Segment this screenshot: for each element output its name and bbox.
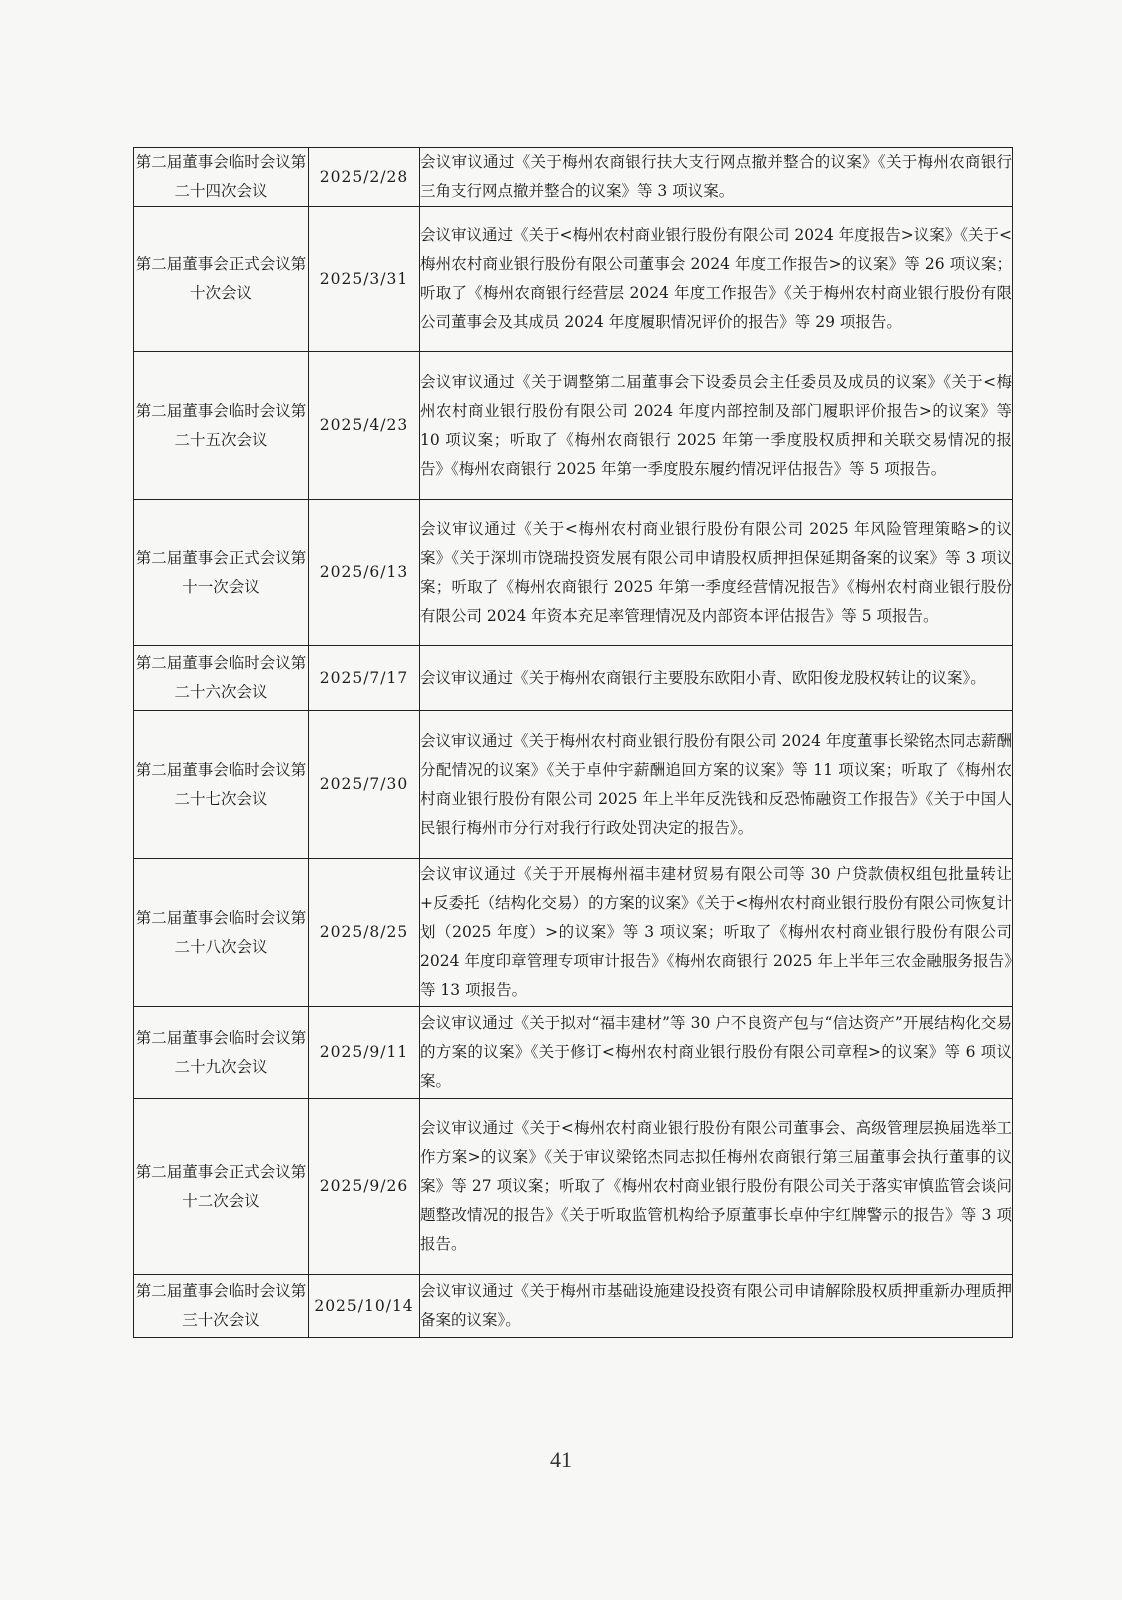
table-row [134, 859, 1013, 1007]
meeting-name: 第二届董事会临时会议第二十九次会议 [134, 1007, 309, 1099]
meeting-content: 会议审议通过《关于梅州农村商业银行股份有限公司 2024 年度董事长梁铭杰同志薪酬分配情况的议案》《关于卓仲宇薪酬追回方案的议案》等 11 项议案；听取了《梅州农村商业银行股份有限公司 2025 年上半年反洗钱和反恐怖融资工作报告》《关于中国人民银行梅州市分行对我行行政处罚决定的报告》。 [420, 711, 1013, 859]
meeting-date: 2025/7/17 [309, 646, 420, 711]
meeting-content: 会议审议通过《关于梅州农商银行主要股东欧阳小青、欧阳俊龙股权转让的议案》。 [420, 646, 1013, 711]
meeting-date: 2025/6/13 [309, 500, 420, 646]
table-row [134, 711, 1013, 859]
meeting-name: 第二届董事会临时会议第三十次会议 [134, 1275, 309, 1338]
meeting-content: 会议审议通过《关于拟对“福丰建材”等 30 户不良资产包与“信达资产”开展结构化交易的方案的议案》《关于修订<梅州农村商业银行股份有限公司章程>的议案》等 6 项议案。 [420, 1007, 1013, 1099]
meeting-date: 2025/9/26 [309, 1099, 420, 1275]
board-meetings-table [133, 147, 1013, 1338]
meeting-name: 第二届董事会临时会议第二十四次会议 [134, 148, 309, 207]
meeting-name: 第二届董事会正式会议第十二次会议 [134, 1099, 309, 1275]
table-row [134, 1099, 1013, 1275]
meeting-date: 2025/8/25 [309, 859, 420, 1007]
table-row [134, 646, 1013, 711]
meeting-name: 第二届董事会临时会议第二十五次会议 [134, 352, 309, 500]
meeting-content: 会议审议通过《关于开展梅州福丰建材贸易有限公司等 30 户贷款债权组包批量转让+反委托（结构化交易）的方案的议案》《关于<梅州农村商业银行股份有限公司恢复计划（2025 年度）>的议案》等 3 项议案；听取了《梅州农村商业银行股份有限公司 2024 年度印章管理专项审计报告》《梅州农商银行 2025 年上半年三农金融服务报告》等 13 项报告。 [420, 859, 1013, 1007]
meeting-name: 第二届董事会临时会议第二十八次会议 [134, 859, 309, 1007]
meeting-name: 第二届董事会临时会议第二十六次会议 [134, 646, 309, 711]
page-number: 41 [550, 1447, 572, 1472]
table-row [134, 1007, 1013, 1099]
meeting-name: 第二届董事会正式会议第十一次会议 [134, 500, 309, 646]
meeting-date: 2025/2/28 [309, 148, 420, 207]
table-row [134, 148, 1013, 207]
meeting-date: 2025/4/23 [309, 352, 420, 500]
table-row [134, 207, 1013, 352]
table-row [134, 352, 1013, 500]
table-row [134, 500, 1013, 646]
meeting-date: 2025/3/31 [309, 207, 420, 352]
meeting-content: 会议审议通过《关于<梅州农村商业银行股份有限公司 2024 年度报告>议案》《关于<梅州农村商业银行股份有限公司董事会 2024 年度工作报告>的议案》等 26 项议案；听取了《梅州农商银行经营层 2024 年度工作报告》《关于梅州农村商业银行股份有限公司董事会及其成员 2024 年度履职情况评价的报告》等 29 项报告。 [420, 207, 1013, 352]
meeting-name: 第二届董事会临时会议第二十七次会议 [134, 711, 309, 859]
meeting-content: 会议审议通过《关于<梅州农村商业银行股份有限公司董事会、高级管理层换届选举工作方案>的议案》《关于审议梁铭杰同志拟任梅州农商银行第三届董事会执行董事的议案》等 27 项议案；听取了《梅州农村商业银行股份有限公司关于落实审慎监管会谈问题整改情况的报告》《关于听取监管机构给予原董事长卓仲宇红牌警示的报告》等 3 项报告。 [420, 1099, 1013, 1275]
meeting-date: 2025/9/11 [309, 1007, 420, 1099]
table-row [134, 1275, 1013, 1338]
meeting-content: 会议审议通过《关于<梅州农村商业银行股份有限公司 2025 年风险管理策略>的议案》《关于深圳市饶瑞投资发展有限公司申请股权质押担保延期备案的议案》等 3 项议案；听取了《梅州农商银行 2025 年第一季度经营情况报告》《梅州农村商业银行股份有限公司 2024 年资本充足率管理情况及内部资本评估报告》等 5 项报告。 [420, 500, 1013, 646]
meeting-name: 第二届董事会正式会议第十次会议 [134, 207, 309, 352]
meeting-content: 会议审议通过《关于梅州市基础设施建设投资有限公司申请解除股权质押重新办理质押备案的议案》。 [420, 1275, 1013, 1338]
meeting-content: 会议审议通过《关于调整第二届董事会下设委员会主任委员及成员的议案》《关于<梅州农村商业银行股份有限公司 2024 年度内部控制及部门履职评价报告>的议案》等 10 项议案；听取了《梅州农商银行 2025 年第一季度股权质押和关联交易情况的报告》《梅州农商银行 2025 年第一季度股东履约情况评估报告》等 5 项报告。 [420, 352, 1013, 500]
meeting-date: 2025/10/14 [309, 1275, 420, 1338]
meeting-content: 会议审议通过《关于梅州农商银行扶大支行网点撤并整合的议案》《关于梅州农商银行三角支行网点撤并整合的议案》等 3 项议案。 [420, 148, 1013, 207]
meeting-date: 2025/7/30 [309, 711, 420, 859]
